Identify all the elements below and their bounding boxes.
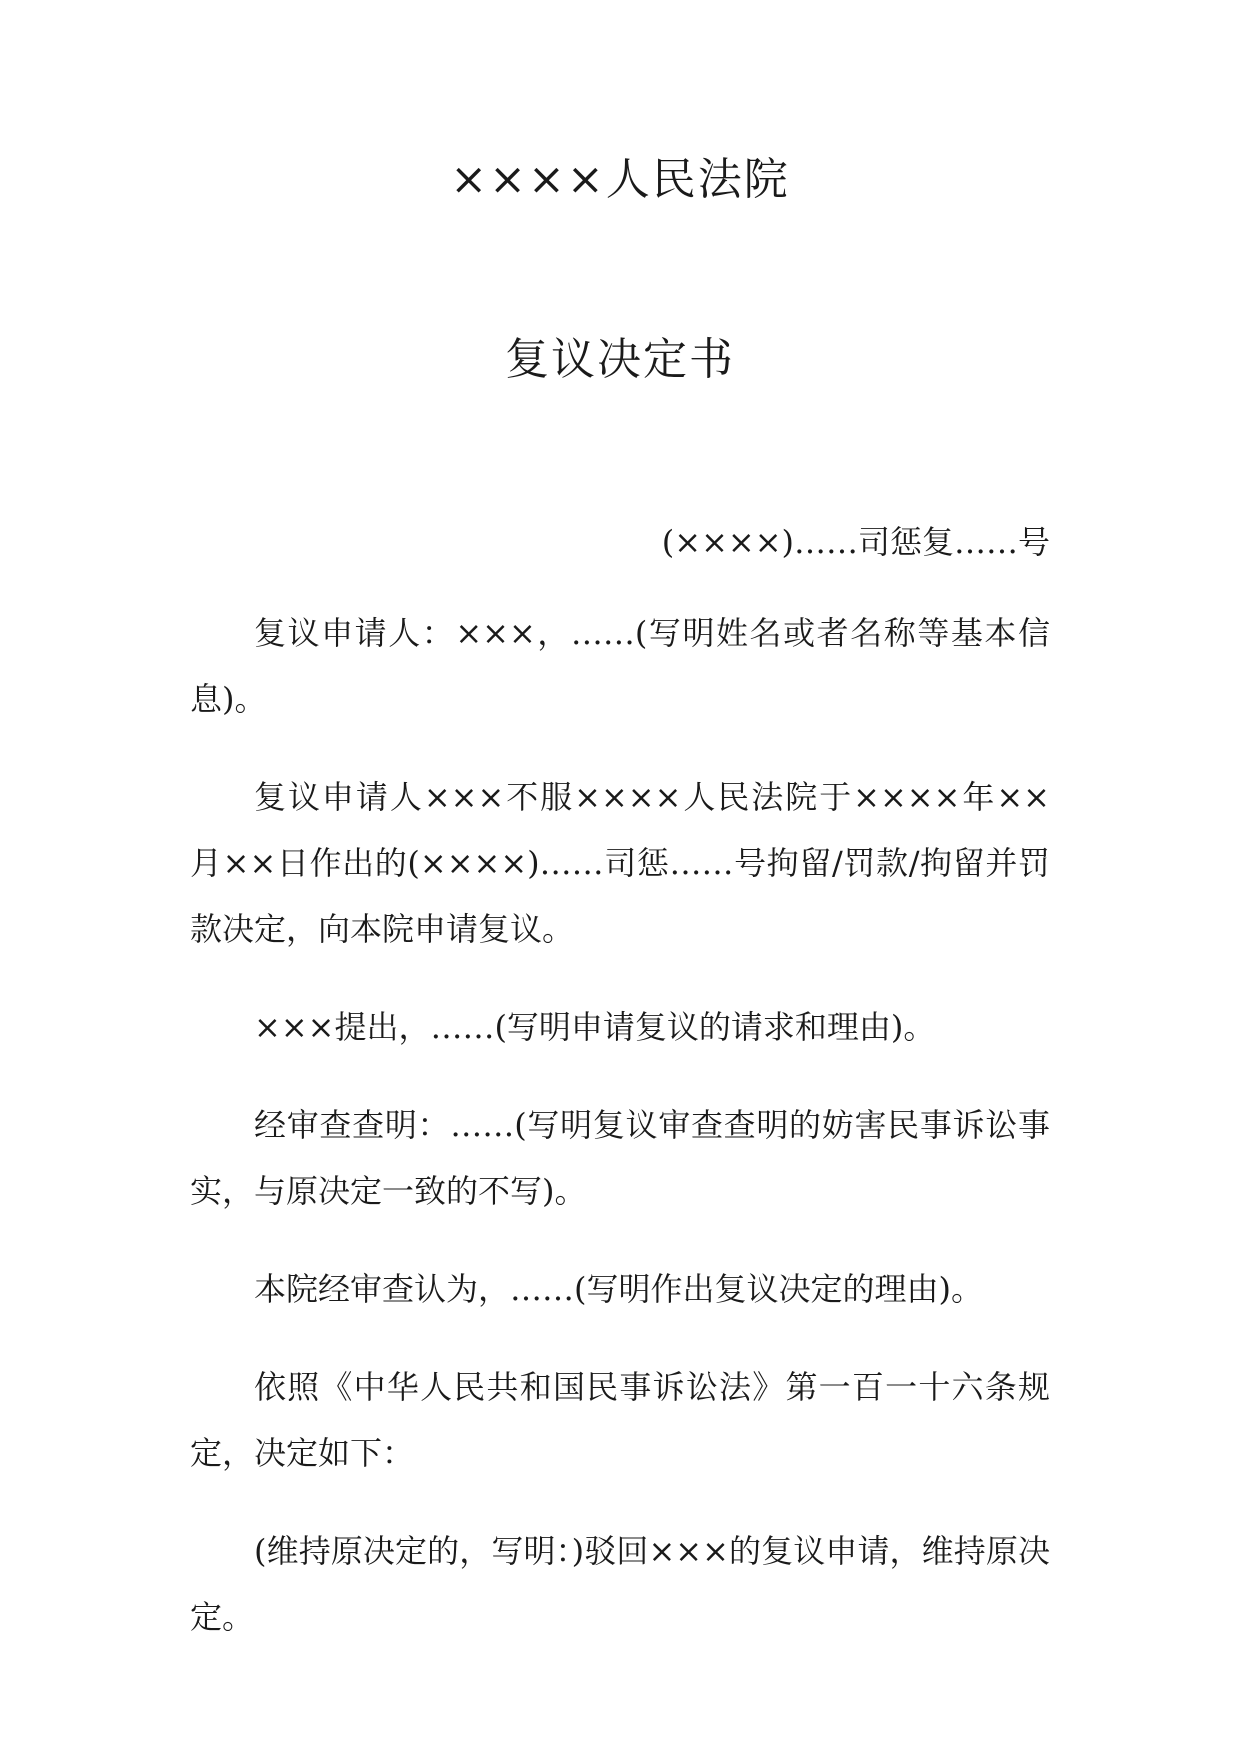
document-body bbox=[190, 600, 1050, 1682]
paragraph-reasoning: 本院经审查认为，……(写明作出复议决定的理由)。 bbox=[254, 1270, 983, 1308]
case-number: (××××)……司惩复……号 bbox=[661, 523, 1050, 561]
paragraph-legal-basis: 依照《中华人民共和国民事诉讼法》第一百一十六条规定，决定如下： bbox=[190, 1368, 1050, 1472]
paragraph-decision: (维持原决定的，写明：)驳回×××的复议申请，维持原决定。 bbox=[190, 1532, 1050, 1636]
paragraph-claims: ×××提出，……(写明申请复议的请求和理由)。 bbox=[254, 1008, 936, 1046]
paragraph-request: 复议申请人×××不服××××人民法院于××××年××月××日作出的(××××)……司惩……号拘留/罚款/拘留并罚款决定，向本院申请复议。 bbox=[190, 778, 1050, 948]
paragraph-findings: 经审查查明：……(写明复议审查查明的妨害民事诉讼事实，与原决定一致的不写)。 bbox=[190, 1106, 1050, 1210]
paragraph-applicant: 复议申请人：×××，……(写明姓名或者名称等基本信息)。 bbox=[190, 614, 1050, 718]
document-title: 复议决定书 bbox=[505, 334, 735, 385]
court-name: ××××人民法院 bbox=[450, 154, 790, 205]
